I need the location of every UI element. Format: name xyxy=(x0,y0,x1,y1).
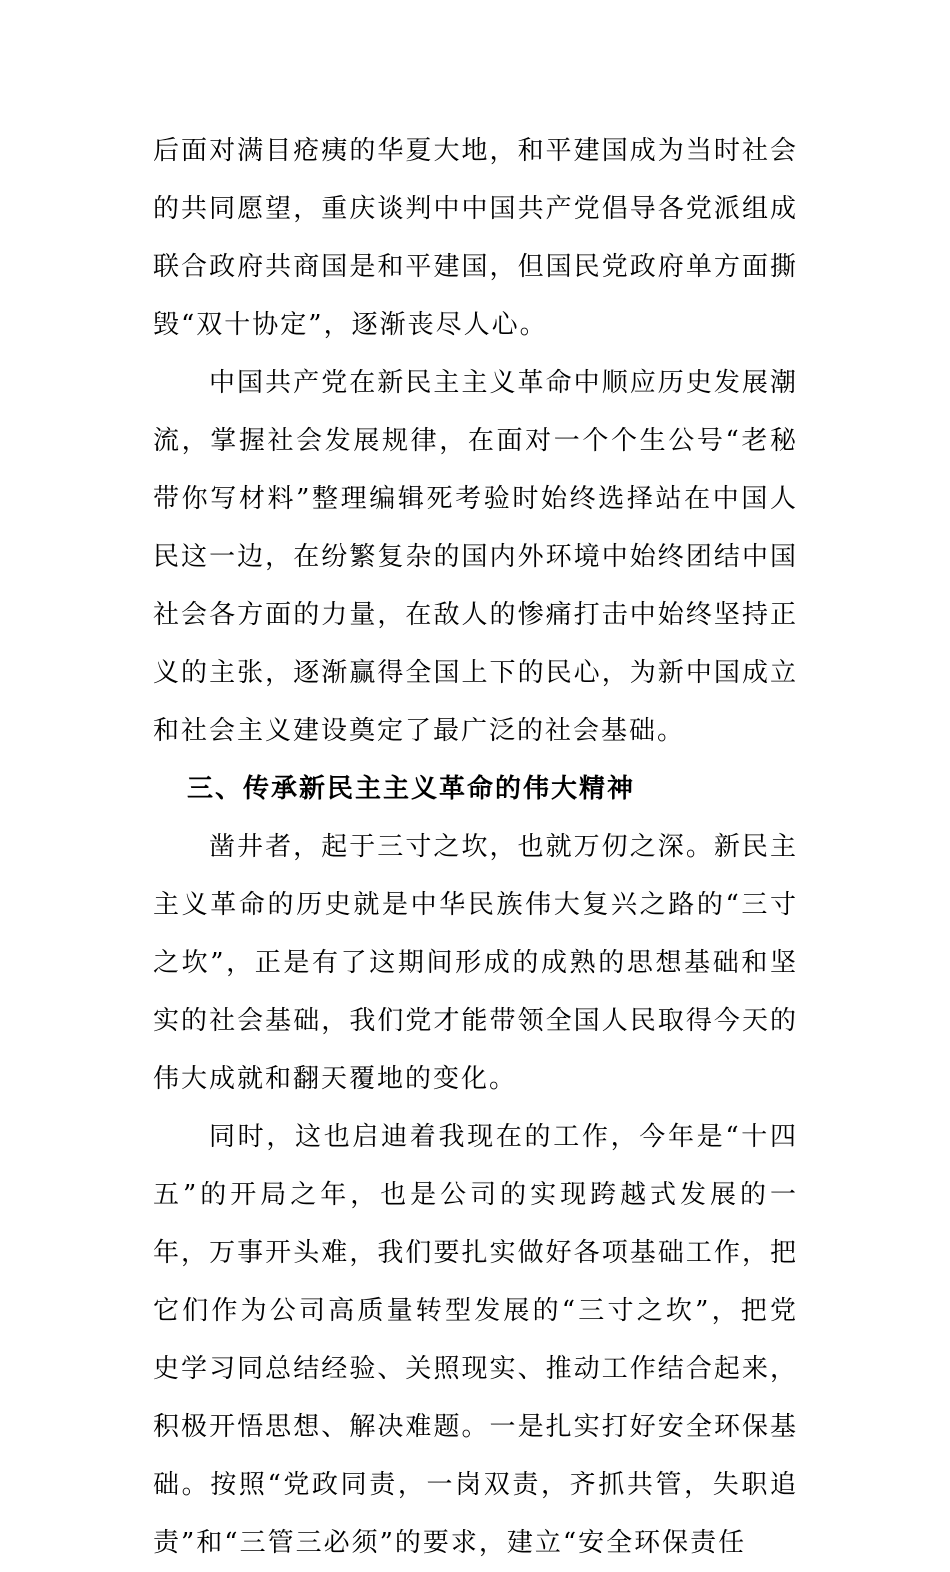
paragraph-work-inspiration: 同时，这也启迪着我现在的工作，今年是“十四五”的开局之年，也是公司的实现跨越式发展的一年，万事开头难，我们要扎实做好各项基础工作，把它们作为公司高质量转型发展的“三寸之坎”，把党史学习同总结经验、关照现实、推动工作结合起来，积极开悟思想、解决难题。一是扎实打好安全环保基础。按照“党政同责，一岗双责，齐抓共管，失职追责”和“三管三必须”的要求，建立“安全环保责任 xyxy=(153,1122,798,1558)
section-heading: 三、传承新民主主义革命的伟大精神 xyxy=(187,774,636,804)
document-body xyxy=(153,122,798,1572)
paragraph-party-history: 中国共产党在新民主主义革命中顺应历史发展潮流，掌握社会发展规律，在面对一个个生公号“老秘带你写材料”整理编辑死考验时始终选择站在中国人民这一边，在纷繁复杂的国内外环境中始终团结中国社会各方面的力量，在敌人的惨痛打击中始终坚持正义的主张，逐渐赢得全国上下的民心，为新中国成立和社会主义建设奠定了最广泛的社会基础。 xyxy=(153,368,798,746)
paragraph-three-inch-ridge: 凿井者，起于三寸之坎，也就万仞之深。新民主主义革命的历史就是中华民族伟大复兴之路的“三寸之坎”，正是有了这期间形成的成熟的思想基础和坚实的社会基础，我们党才能带领全国人民取得今天的伟大成就和翻天覆地的变化。 xyxy=(153,832,798,1094)
paragraph-continuation: 后面对满目疮痍的华夏大地，和平建国成为当时社会的共同愿望，重庆谈判中中国共产党倡导各党派组成联合政府共商国是和平建国，但国民党政府单方面撕毁“双十协定”，逐渐丧尽人心。 xyxy=(153,136,798,340)
